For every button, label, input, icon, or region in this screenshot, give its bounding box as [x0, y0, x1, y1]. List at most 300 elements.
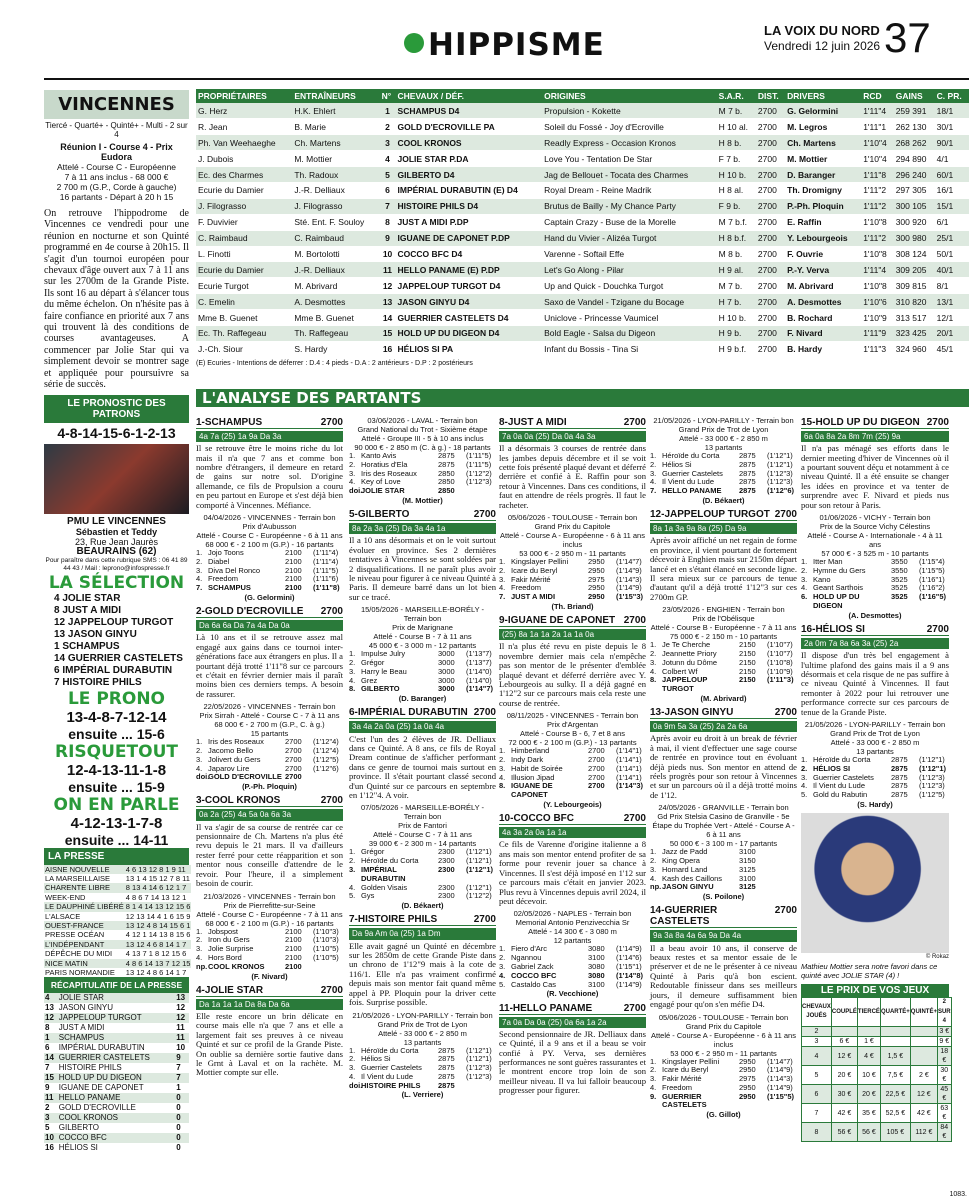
result-cell: 2.: [650, 856, 657, 866]
cell: H 8 b.: [717, 135, 756, 151]
cell: GOLD D'ECROVILLE PA: [396, 119, 543, 135]
result-cell: 5.: [801, 790, 808, 800]
selection-item: 12 JAPPELOUP TURGOT: [54, 616, 174, 628]
result-cell: 3125: [739, 882, 756, 892]
result-cell: 3.: [349, 666, 356, 676]
cell: 2700: [756, 182, 785, 198]
result-cell: 4.: [499, 583, 506, 593]
prix-cell: 2: [802, 1027, 832, 1037]
parle-title: ON EN PARLE: [53, 794, 180, 815]
result-cell: 2875: [438, 1054, 455, 1064]
result-cell: doi.: [196, 772, 210, 782]
race-line: Grand Prix du Capitole: [534, 522, 611, 532]
prix-cell: [910, 1027, 937, 1037]
presse-row: [44, 893, 191, 902]
race-results: [349, 1047, 496, 1091]
result-cell: 6.: [801, 592, 808, 602]
cell: 2700: [756, 198, 785, 214]
horse-musique: 2a 0m 7a 8a 6a 3a (25) 2a: [801, 638, 949, 649]
section-title: HIPPISME: [428, 27, 605, 63]
result-cell: (1'14"0): [466, 666, 492, 676]
cell: M. Mottier: [785, 151, 861, 167]
pmu-info: PMU LE VINCENNES Sébastien et Teddy 23, Rue Jean Jaurès BEAURAINS (62) Pour paraître dans cette rubrique SMS : 06 41 89 44 43 / Mail : leprono@infospresse.fr: [45, 515, 188, 572]
result-cell: (1'12"5): [313, 754, 339, 764]
result-cell: (1'12"1): [919, 763, 947, 773]
prix-cell: 6: [802, 1085, 832, 1104]
cell: 309 205: [894, 262, 935, 278]
risquetout-ensuite: ensuite ... 15-9: [68, 778, 165, 795]
presse-row: [44, 968, 191, 977]
result-cell: HOLD UP DU DIGEON: [813, 592, 860, 611]
result-cell: Habit de Soirée: [511, 763, 563, 773]
cell: J.-Ch. Siour: [196, 341, 292, 357]
prix-cell: 20 €: [857, 1085, 880, 1104]
cell: P.-Ph. Ploquin: [785, 198, 861, 214]
cell: B. Hardy: [785, 341, 861, 357]
result-cell: (1'12"2): [466, 891, 492, 901]
race-info: [196, 892, 343, 928]
result-cell: Icare du Beryl: [662, 1065, 709, 1075]
prix-cell: 3 €: [939, 1028, 950, 1036]
cell: F. Duvivier: [196, 214, 292, 230]
horse-comment: Elle reste encore un brin délicate en course mais elle n'a que 7 ans et elle a largement fait ses preuves à ce niveau Quinté et sur ce profil de la Grande Piste. On oublie sa dernière sortie fautive dans le Grnt à Laval et on la rachète. M. Mottier compte sur elle.: [196, 1010, 343, 1078]
result-cell: 4.: [349, 1071, 356, 1081]
result-cell: Iris des Roseaux: [361, 468, 417, 478]
result-cell: (1'10"5): [313, 952, 339, 962]
cell: Saxo de Vandel - Tzigane du Bocage: [542, 294, 717, 310]
cell: 90/1: [935, 135, 969, 151]
result-cell: Impulse Julry: [361, 649, 406, 659]
prix-cell: 112 €: [910, 1123, 937, 1142]
prix-cell: 5: [802, 1066, 832, 1085]
result-cell: 2.: [349, 856, 356, 866]
col-header: PROPRIÉTAIRES: [196, 89, 292, 103]
recap-row: [44, 1093, 189, 1103]
result-cell: 1.: [196, 926, 203, 936]
recap-horse: GOLD D'ECROVILLE: [58, 1103, 136, 1113]
result-cell: 2.: [196, 746, 203, 756]
prix-cell: 9 €: [939, 1038, 950, 1046]
race-results: [499, 747, 646, 800]
result-cell: (1'13"7): [466, 649, 492, 659]
result-cell: 2100: [285, 926, 302, 936]
cell: 8: [380, 214, 396, 230]
venue-title: VINCENNES: [44, 90, 189, 119]
race-line: 45 000 € - 3 000 m - 12 partants: [368, 641, 477, 651]
prix-cell: 22,5 €: [880, 1085, 910, 1104]
prix-cell: [831, 1027, 857, 1037]
race-info: [349, 605, 496, 650]
result-cell: King Opera: [662, 856, 700, 866]
result-cell: [767, 883, 797, 892]
result-cell: 1.: [801, 557, 808, 567]
result-cell: 7.: [499, 592, 506, 602]
cell: J. Dubois: [196, 151, 292, 167]
result-cell: 4.: [801, 583, 808, 593]
result-cell: (1'11"5): [466, 451, 492, 460]
result-cell: Himberland: [511, 746, 550, 756]
prix-cell: 42 €: [910, 1104, 937, 1123]
result-cell: [767, 866, 797, 875]
cell: JUST A MIDI P.DP: [396, 214, 543, 230]
result-cell: 2875: [739, 451, 756, 460]
race-line: Gd Prix Stelsia Casino de Granville - 5e Étape du Trophée Vert - Attelé - Course A - 6 à 11 ans: [652, 812, 795, 840]
result-cell: 2700: [285, 772, 302, 782]
result-cell: (1'14"1): [616, 772, 642, 782]
analyse-col-1: [196, 413, 343, 1183]
race-line: 08/11/2025 - VINCENNES - Terrain bon: [506, 711, 639, 721]
recap-count: 1: [176, 1083, 181, 1093]
horse-heading: [499, 615, 646, 627]
footer-code: 1083.: [949, 1191, 967, 1198]
result-cell: 3.: [349, 1063, 356, 1073]
risquetout-title: RISQUETOUT: [55, 741, 178, 762]
recap-horse: IGUANE DE CAPONET: [58, 1083, 144, 1093]
horse-comment: Il dispose d'un très bel engagement à l'ultime plafond des gains mais il a 9 ans désormais et cela risque de ne pas suffire à ce niveau Quinté à Vincennes. Il faut remonter à 2022 pour lui retrouver une performance correcte sur ces parcours de tenue de la Grande Piste.: [801, 650, 949, 717]
result-cell: 1.: [650, 847, 657, 857]
result-cell: (1'13"7): [466, 658, 492, 668]
cell: E. Raffin: [785, 214, 861, 230]
cell: 10: [380, 246, 396, 262]
result-cell: (1'12"5): [919, 790, 945, 800]
result-cell: 3.: [349, 468, 356, 478]
result-cell: IMPÉRIAL DURABUTIN: [361, 865, 406, 883]
horse-heading: [499, 813, 646, 825]
prix-cell: [880, 1037, 910, 1047]
horse-name: 7-HISTOIRE PHILS: [349, 914, 438, 926]
result-cell: 2.: [801, 565, 808, 575]
result-cell: (1'12"3): [919, 781, 945, 791]
result-cell: 2100: [285, 548, 302, 558]
recap-count: 11: [176, 1023, 185, 1033]
patrons-prono: 4-8-14-15-6-1-2-13: [57, 424, 176, 441]
result-cell: Hélios Si: [662, 459, 692, 469]
horse-heading: [349, 707, 496, 719]
cell: 300 980: [894, 230, 935, 246]
cell: Infant du Bossis - Tina Si: [542, 341, 717, 357]
result-cell: 3550: [891, 557, 908, 567]
recap-num: 4: [45, 993, 50, 1003]
table-row: [196, 151, 969, 167]
cell: 313 517: [894, 310, 935, 326]
race-line: Prix de la Source Vichy Célestins: [819, 522, 931, 532]
result-cell: HELLO PANAME: [662, 486, 722, 496]
result-cell: 1.: [349, 451, 356, 460]
result-cell: 3000: [438, 684, 455, 694]
result-driver: (G. Gelormini): [244, 593, 295, 603]
horse-musique: 6a 0a 8a 2a 8m 7m (25) 9a: [801, 431, 949, 442]
race-line: 57 000 € - 3 525 m - 10 partants: [821, 549, 929, 559]
result-cell: [466, 487, 496, 496]
presse-paper: DÉPÊCHE DU MIDI: [45, 949, 113, 959]
horse-comment: Il a beau avoir 10 ans, il conserve de beaux restes et sa mentor essaie de le préserver et de ne le présenter à ce niveau Quinté à Paris qu'à bon escient. Redoutable finisseur dans ses meilleurs jours, il demeure suffisamment bien engagé pour qu'on s'en méfie D4.: [650, 942, 797, 1010]
result-cell: Golden Visais: [361, 882, 408, 892]
result-cell: (1'16"1): [919, 574, 945, 584]
presse-numbers: 13 12 4 8 6 14 1 7: [125, 967, 187, 977]
cell: C. Raimbaud: [196, 230, 292, 246]
recap-num: 7: [45, 1063, 50, 1073]
horse-musique: 9a 3a 8a 4a 6a 9a Da 4a: [650, 930, 797, 941]
presse-paper: L'ALSACE: [45, 911, 81, 921]
result-cell: Il Vient du Lude: [361, 1071, 413, 1081]
partants-table: [196, 89, 969, 358]
result-cell: 2.: [196, 556, 203, 566]
result-cell: HÉLIOS SI: [813, 763, 851, 773]
horse-comment: Il a désormais 3 courses de rentrée dans les jambes depuis décembre et il se voit cette fois présenté plaqué devant et déferré derrière et confié à E. Raffin pour son retour à Vincennes. Dans ces conditions, il faut en attendre de réels progrès. Il faut le racheter.: [499, 443, 646, 510]
horse-name: 1-SCHAMPUS: [196, 417, 263, 428]
page-header: [0, 0, 969, 80]
horse-heading: [196, 795, 343, 807]
result-cell: (1'11"4): [313, 556, 339, 566]
cell: Ecurie Turgot: [196, 278, 292, 294]
result-cell: 2100: [285, 574, 302, 584]
race-line: Prix de Fantori: [398, 821, 447, 831]
prix-col-header: CHEVAUX JOUÉS: [802, 998, 832, 1027]
result-cell: 2875: [438, 1080, 455, 1090]
race-line: Attelé - Course C - Européenne - 7 à 11 ans: [196, 909, 343, 919]
recap-horse: JASON GINYU: [58, 1003, 113, 1013]
result-cell: Colbert Wf: [662, 666, 698, 676]
cell: 300 920: [894, 214, 935, 230]
recap-num: 8: [45, 1023, 50, 1033]
prix-cell: 30 €: [831, 1085, 857, 1104]
col-header: ENTRAÎNEURS: [292, 89, 379, 103]
result-cell: Kano: [813, 574, 831, 584]
horse-distance: 2700: [320, 984, 343, 996]
cell: Mme B. Guenet: [196, 310, 292, 326]
presse-row: [44, 949, 191, 958]
result-cell: Jazz de Padd: [662, 847, 708, 857]
cell: 1'10"8: [861, 246, 894, 262]
cell: 1'11"3: [861, 341, 894, 357]
horse-name: 6-IMPÉRIAL DURABUTIN: [349, 707, 468, 719]
prix-cell: 6 €: [831, 1037, 857, 1047]
issue-date: Vendredi 12 juin 2026: [764, 39, 881, 53]
horse-name: 5-GILBERTO: [349, 509, 410, 521]
race-line: 02/05/2026 - NAPLES - Terrain bon: [513, 909, 632, 919]
presse-paper: PARIS NORMANDIE: [45, 967, 115, 977]
result-cell: 4.: [196, 574, 203, 584]
result-cell: Iris des Roseaux: [208, 737, 264, 747]
prix-cell: 52,5 €: [880, 1104, 910, 1123]
horse-distance: 2700: [774, 509, 797, 521]
result-cell: 3100: [739, 873, 756, 883]
recap-num: 13: [45, 1003, 54, 1013]
result-cell: Jobspost: [208, 926, 239, 936]
race-line: 05/06/2026 - TOULOUSE - Terrain bon: [507, 513, 638, 523]
result-cell: HISTOIRE PHILS: [361, 1080, 421, 1090]
recap-row: [44, 993, 189, 1003]
result-cell: JOLIE STAR: [361, 486, 405, 496]
result-cell: (1'12"3): [919, 772, 945, 782]
cell: Love You - Tentation De Star: [542, 151, 717, 167]
result-cell: (1'12"6): [767, 486, 795, 496]
result-cell: 2150: [739, 675, 756, 685]
horse-heading: [499, 417, 646, 429]
cell: 1'11"2: [861, 230, 894, 246]
result-cell: 4.: [499, 772, 506, 782]
cell: 13/1: [935, 294, 969, 310]
result-cell: 1.: [499, 557, 506, 567]
race-results: [196, 738, 343, 782]
recap-num: 10: [45, 1133, 54, 1143]
horse-heading: [349, 509, 496, 521]
result-cell: Je Te Cherche: [662, 640, 711, 650]
result-cell: 2100: [285, 944, 302, 954]
recap-count: 0: [176, 1123, 181, 1133]
prix-cell: 45 €: [937, 1085, 951, 1104]
race-info: [349, 1011, 496, 1047]
race-info: [801, 720, 949, 756]
result-cell: 4.: [349, 882, 356, 892]
race-line: 04/04/2026 - VINCENNES - Terrain bon: [203, 513, 336, 523]
result-cell: (1'14"9): [616, 565, 642, 575]
horse-comment: Après avoir affiché un net regain de forme en province, il vient pourtant de fortement décevoir à Enghien mais sur 2150m départ lancé et en s'étant élancé en seconde ligne. Il sera mieux sur ce parcours de tenue d'autant qu'il a déjà trotté 1'12"3 sur ces 2700m GP.: [650, 535, 798, 602]
prix-col-header: QUINTÉ+: [910, 998, 937, 1027]
horse-distance: 2700: [623, 417, 646, 428]
result-cell: 3100: [588, 979, 605, 989]
partants-table-section: [196, 89, 969, 367]
cell: 12/1: [935, 310, 969, 326]
prix-cell: 8: [802, 1123, 832, 1142]
horse-musique: 8a 1a 3a 9a 8a (25) Da 9a: [650, 523, 797, 534]
cell: 16: [380, 341, 396, 357]
cell: 50/1: [935, 246, 969, 262]
presse-row: [44, 940, 191, 949]
horse-distance: 2700: [926, 624, 949, 636]
cell: H 8 b.f.: [717, 230, 756, 246]
recap-header: RÉCAPITULATIF DE LA PRESSE: [44, 977, 189, 993]
cell: 1'10"8: [861, 214, 894, 230]
result-cell: 4.: [801, 781, 808, 791]
result-cell: 2100: [285, 961, 302, 971]
cell: 2700: [756, 151, 785, 167]
cell: 1'10"4: [861, 135, 894, 151]
recap-horse: JOLIE STAR: [58, 993, 104, 1003]
result-cell: Hélios Si: [361, 1054, 391, 1064]
cell: J.-R. Delliaux: [292, 182, 379, 198]
result-cell: 3150: [739, 856, 756, 866]
cell: Up and Quick - Douchka Turgot: [542, 278, 717, 294]
cell: HÉLIOS SI PA: [396, 341, 543, 357]
result-cell: 2.: [349, 459, 356, 469]
cell: H 7 b.: [717, 294, 756, 310]
result-cell: [767, 875, 797, 884]
cell: M 7 b.: [717, 103, 756, 119]
cell: H 9 b.: [717, 325, 756, 341]
result-cell: 2875: [891, 790, 908, 800]
cell: 1'11"8: [861, 167, 894, 183]
result-cell: Héroïde du Corta: [361, 1045, 419, 1055]
recap-row: [44, 1033, 189, 1043]
cell: 2700: [756, 262, 785, 278]
recap-row: [44, 1123, 189, 1133]
result-cell: GOLD D'ECROVILLE: [208, 772, 282, 782]
prix-cell: 20 €: [831, 1066, 857, 1085]
result-cell: 2875: [739, 468, 756, 478]
recap-row: [44, 1113, 189, 1123]
recap-count: 7: [176, 1063, 181, 1073]
result-cell: 2.: [499, 565, 506, 575]
table-row: [196, 341, 969, 357]
presse-numbers: 13 1 4 15 12 7 8 11: [125, 873, 190, 883]
presse-header: LA PRESSE: [44, 848, 189, 865]
race-info: [801, 513, 949, 558]
horse-musique: 0a 2a (25) 4a 5a 0a 6a 3a: [196, 809, 343, 820]
result-cell: 2950: [588, 565, 605, 575]
result-cell: 1.: [650, 640, 657, 650]
result-cell: (1'14"6): [616, 953, 642, 963]
presse-row: [44, 883, 191, 892]
result-cell: Harry le Beau: [361, 666, 407, 676]
horse-musique: 4a 7a (25) 1a 9a Da 3a: [196, 431, 343, 442]
analyse-col-4: [650, 413, 797, 1183]
race-line: 15/05/2026 - MARSEILLE-BORÉLY - Terrain bon: [360, 605, 485, 624]
result-cell: (1'15"5): [767, 1091, 795, 1101]
race-line: 53 000 € - 2 950 m - 11 partants: [519, 549, 626, 559]
race-line: Prix d'Aubusson: [242, 522, 297, 532]
recap-row: [44, 1023, 189, 1033]
photo-credit: © Rokaz: [925, 954, 949, 961]
cell: 268 262: [894, 135, 935, 151]
race-info: [349, 803, 496, 848]
cell: Ec. des Charmes: [196, 167, 292, 183]
cell: Ecurie du Damier: [196, 262, 292, 278]
race-line: Attelé - Course C - Européenne - 6 à 11 ans: [196, 531, 343, 541]
prix-col-header: COUPLÉ: [831, 998, 857, 1027]
result-cell: Guerrier Castelets: [662, 468, 723, 478]
prono-numbers: 13-4-8-7-12-14: [66, 708, 167, 726]
prono-ensuite: ensuite ... 15-6: [68, 725, 165, 742]
result-driver: (S. Poilone): [702, 892, 745, 902]
result-cell: Freedom: [511, 583, 542, 593]
result-cell: 4.: [650, 666, 657, 676]
cell: 7: [380, 198, 396, 214]
result-driver: (M. Abrivard): [700, 694, 747, 704]
col-header: ORIGINES: [542, 89, 717, 103]
cell: 1'10"8: [861, 278, 894, 294]
prix-cell: 4 €: [857, 1047, 880, 1066]
race-line: 03/06/2026 - LAVAL - Terrain bon: [367, 416, 478, 425]
prix-cell: 7: [802, 1104, 832, 1123]
presse-row: [44, 874, 191, 883]
horse-comment: Il va s'agir de sa course de rentrée car ce pensionnaire de Ch. Martens n'a plus été revu depuis le 21 mars. Il va d'ailleurs rester ferré pour cette réapparition et son mentor nous conseille d'attendre de le revoir. Pour l'heure, il a simplement besoin de courir.: [196, 821, 343, 889]
horse-name: 4-JOLIE STAR: [196, 984, 264, 996]
cell: 297 305: [894, 182, 935, 198]
cell: 294 890: [894, 151, 935, 167]
cell: 20/1: [935, 325, 969, 341]
result-driver: (P.-Ph. Ploquin): [242, 782, 297, 792]
result-cell: 4.: [196, 763, 203, 773]
recap-count: 7: [176, 1073, 181, 1083]
col-header: DIST.: [756, 89, 785, 103]
race-line: 21/03/2026 - VINCENNES - Terrain bon: [203, 891, 336, 901]
result-cell: (1'12"1): [466, 1045, 492, 1055]
presse-paper: OUEST-FRANCE: [45, 920, 104, 930]
result-cell: Fiero d'Arc: [511, 944, 548, 954]
cell: Th. Raffegeau: [292, 325, 379, 341]
left-column: [44, 90, 189, 1153]
result-driver: (L. Verriere): [401, 1090, 444, 1100]
prix-row: [802, 1085, 952, 1104]
race-line: Attelé - Course A - Européenne - 6 à 11 ans inclus: [500, 531, 645, 550]
result-cell: (1'15"5): [919, 565, 945, 575]
recap-horse: HOLD UP DU DIGEON: [58, 1073, 142, 1083]
result-cell: (1'11"4): [313, 548, 339, 558]
cell: 25/1: [935, 230, 969, 246]
presse-numbers: 4 6 13 12 8 1 9 11: [125, 864, 186, 874]
prix-cell: 7,5 €: [880, 1066, 910, 1085]
